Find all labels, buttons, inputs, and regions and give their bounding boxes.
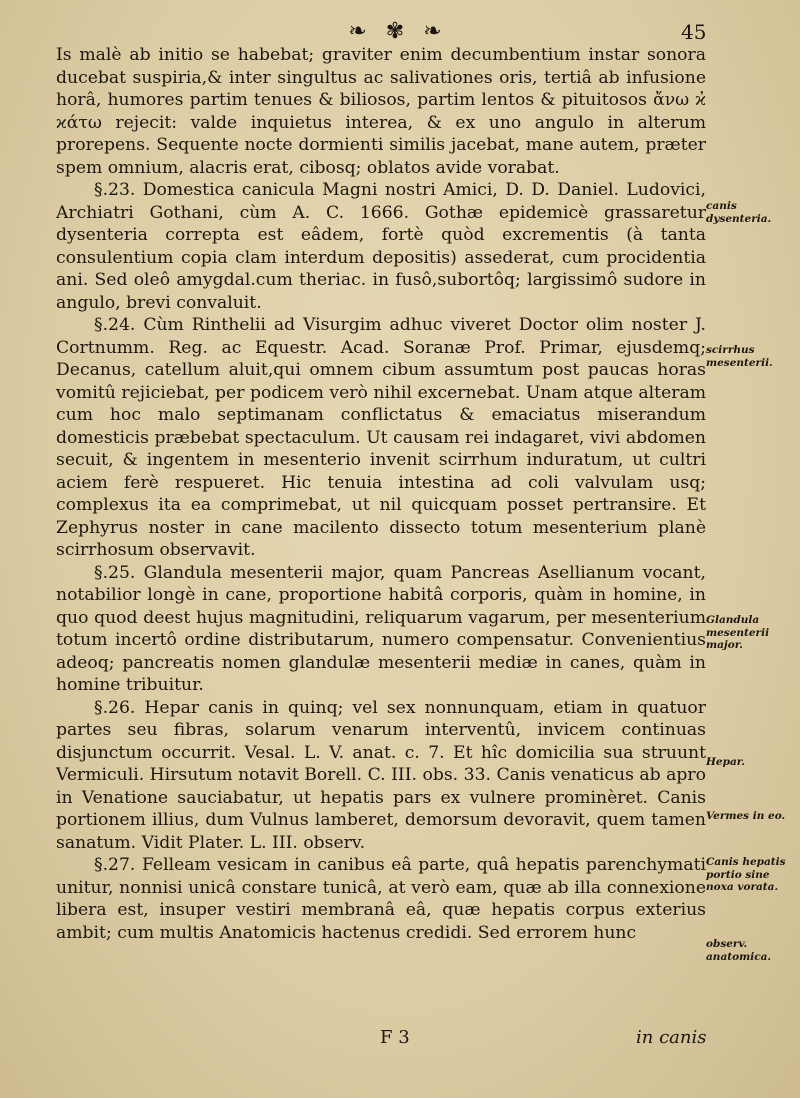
margin-note-hepatis-portio: Canis hepatis portio sine noxa vorata.	[706, 856, 786, 893]
margin-note-dysenteria: canis dysenteria.	[706, 200, 772, 225]
margin-note-vermes: Vermes in eo.	[706, 810, 786, 822]
main-text	[56, 44, 706, 944]
page-number: 45	[681, 20, 707, 44]
catchword: in canis	[636, 1027, 707, 1048]
paragraph-24: §.24. Cùm Rinthelii ad Visurgim adhuc viveret Doctor olim noster J. Cortnumm. Reg. ac Equestr. Acad. Soranæ Prof. Primar, ejusdemq; Decanus, catellum aluit,qui omnem cibum assumtum post paucas horas vomitû rejiciebat, per podicem verò nihil excernebat. Unam atque alteram cum hoc malo septimanam conflictatus & emaciatus miserandum domesticis præbebat spectaculum. Ut causam rei indagaret, vivi abdomen secuit, & ingentem in mesenterio invenit scirrhum induratum, ut cultri aciem ferè respueret. Hic tenuia intestina ad coli valvulam usq; complexus ita ea comprimebat, ut nil quicquam posset pertransire. Et Zephyrus noster in cane macilento dissecto totum mesenterium planè scirrhosum observavit.	[56, 315, 706, 560]
paragraph-27: §.27. Felleam vesicam in canibus eâ parte, quâ hepatis parenchymati unitur, nonnisi unicâ constare tunicâ, at verò eam, quæ ab illa connexione libera est, insuper vestiri membranâ eâ, quæ hepatis corpus exterius ambit; cum multis Anatomicis hactenus credidi. Sed errorem hunc	[56, 855, 706, 943]
margin-note-hepar: Hepar.	[706, 756, 745, 768]
paragraph-26: §.26. Hepar canis in quinq; vel sex nonnunquam, etiam in quatuor partes seu fibras, solarum venarum interventû, invicem continuas disjunctum occurrit. Vesal. L. V. anat. c. 7. Et hîc domicilia sua struunt Vermiculi. Hirsutum notavit Borell. C. III. obs. 33. Canis venaticus ab apro in Venatione sauciabatur, ut hepatis pars ex vulnere prominèret. Canis portionem illius, dum Vulnus lamberet, demorsum devoravit, quem tamen sanatum. Vidit Plater. L. III. observ.	[56, 697, 706, 853]
margin-note-scirrhus: scirrhus mesenterii.	[706, 344, 773, 369]
margin-note-glandula: Glandula mesenterii major.	[706, 614, 770, 651]
margin-note-observ: observ. anatomica.	[706, 938, 772, 963]
signature-mark: F 3	[380, 1027, 410, 1048]
page-footer	[0, 1027, 800, 1051]
header-ornament: ❧ ✾ ❧	[348, 19, 448, 44]
paragraph-continuation: Is malè ab initio se habebat; graviter enim decumbentium instar sonora ducebat suspiria,& inter singultus ac salivationes oris, tertiâ ab infusione horâ, humores partim tenues & biliosos, partim lentos & pituitosos ἄνω ϰ̓ ϰάτω rejecit: valde inquietus interea, & ex uno angulo in alterum prorepens. Sequente nocte dormienti similis jacebat, mane autem, præter spem omnium, alacris erat, cibosq; oblatos avide vorabat.	[56, 45, 706, 178]
paragraph-25: §.25. Glandula mesenterii major, quam Pancreas Asellianum vocant, notabilior longè in cane, proportione habitâ corporis, quàm in homine, in quo quod deest hujus magnitudini, reliquarum vagarum, per mesenterium totum incertô ordine distributarum, numero compensatur. Convenientius adeoq; pancreatis nomen glandulæ mesenterii mediæ in canes, quàm in homine tribuitur.	[56, 562, 706, 695]
paragraph-23: §.23. Domestica canicula Magni nostri Amici, D. D. Daniel. Ludovici, Archiatri Gothani, cùm A. C. 1666. Gothæ epidemicè grassaretur dysenteria correpta est eâdem, fortè quòd excrementis (à tanta consulentium copia clam interdum depositis) assederat, cum procidentia ani. Sed oleô amygdal.cum theriac. in fusô,subortôq; largissimô sudore in angulo, brevi convaluit.	[56, 180, 706, 313]
